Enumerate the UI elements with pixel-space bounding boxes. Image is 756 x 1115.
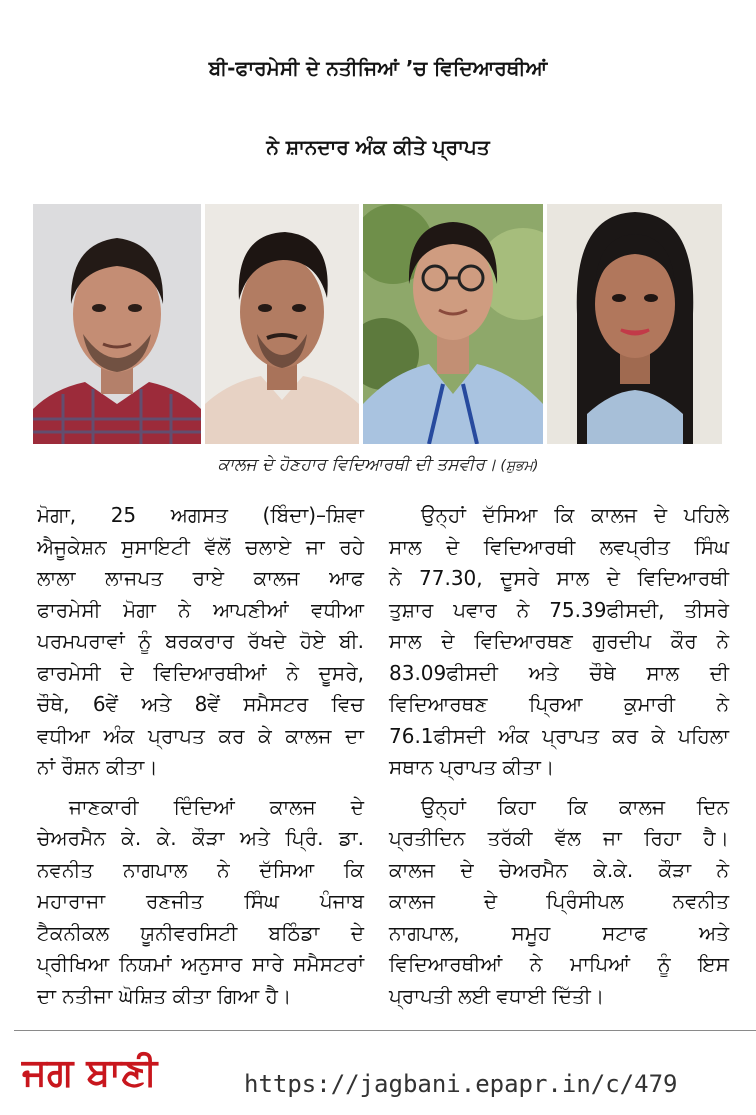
article-column-right	[389, 500, 729, 1012]
photo-credit: (ਸ਼ੁਭਮ)	[500, 458, 539, 474]
article-line: ਵਿਦਿਆਰਥਣ ਪ੍ਰਿਆ ਕੁਮਾਰੀ ਨੇ	[389, 692, 729, 716]
article-line: ਉਨ੍ਹਾਂ ਦੱਸਿਆ ਕਿ ਕਾਲਜ ਦੇ ਪਹਿਲੇ	[421, 503, 729, 527]
article-line: ਪ੍ਰਾਪਤੀ ਲਈ ਵਧਾਈ ਦਿੱਤੀ।	[389, 983, 605, 1008]
article-line: 76.1ਫੀਸਦੀ ਅੰਕ ਪ੍ਰਾਪਤ ਕਰ ਕੇ ਪਹਿਲਾ	[389, 723, 729, 748]
article-line: ਨੇ 77.30, ਦੂਸਰੇ ਸਾਲ ਦੇ ਵਿਦਿਆਰਥੀ	[389, 566, 729, 590]
article-line: ਉਨ੍ਹਾਂ ਕਿਹਾ ਕਿ ਕਾਲਜ ਦਿਨ	[421, 794, 729, 819]
article-line: ਨਵਨੀਤ ਨਾਗਪਾਲ ਨੇ ਦੱਸਿਆ ਕਿ	[37, 857, 364, 882]
article-line: ਟੈਕਨੀਕਲ ਯੂਨੀਵਰਸਿਟੀ ਬਠਿੰਡਾ ਦੇ	[37, 920, 364, 945]
article-line: ਕਾਲਜ ਦੇ ਚੇਅਰਮੈਨ ਕੇ.ਕੇ. ਕੌੜਾ ਨੇ	[389, 857, 729, 882]
article-line: ਫਾਰਮੇਸੀ ਦੇ ਵਿਦਿਆਰਥੀਆਂ ਨੇ ਦੂਸਰੇ,	[37, 660, 364, 685]
article-line: ਕਾਲਜ ਦੇ ਪ੍ਰਿੰਸੀਪਲ ਨਵਨੀਤ	[389, 889, 729, 913]
article-line: ਮੋਗਾ, 25 ਅਗਸਤ (ਬਿੰਦਾ)–ਸ਼ਿਵਾ	[37, 503, 364, 527]
article-line: ਨਾਗਪਾਲ, ਸਮੂਹ ਸਟਾਫ ਅਤੇ	[389, 920, 729, 945]
article-line: ਚੇਅਰਮੈਨ ਕੇ. ਕੇ. ਕੌੜਾ ਅਤੇ ਪ੍ਰਿੰ. ਡਾ.	[37, 826, 364, 850]
photo-caption-text: ਕਾਲਜ ਦੇ ਹੋਣਹਾਰ ਵਿਦਿਆਰਥੀ ਦੀ ਤਸਵੀਰ।	[217, 455, 497, 475]
article-line: ਜਾਣਕਾਰੀ ਦਿੰਦਿਆਂ ਕਾਲਜ ਦੇ	[69, 794, 364, 819]
article-line: ਸਾਲ ਦੇ ਵਿਦਿਆਰਥੀ ਲਵਪ੍ਰੀਤ ਸਿੰਘ	[389, 534, 729, 559]
article-line: ਦਾ ਨਤੀਜਾ ਘੋਸ਼ਿਤ ਕੀਤਾ ਗਿਆ ਹੈ।	[37, 983, 292, 1008]
article-line: ਮਹਾਰਾਜਾ ਰਣਜੀਤ ਸਿੰਘ ਪੰਜਾਬ	[37, 889, 364, 913]
footer-divider	[14, 1030, 756, 1031]
jagbani-logo: ਜਗ ਬਾਣੀ	[22, 1050, 158, 1094]
article-line: ਪਰਮਪਰਾਵਾਂ ਨੂੰ ਬਰਕਰਾਰ ਰੱਖਦੇ ਹੋਏ ਬੀ.	[37, 629, 364, 653]
article-line: ਪ੍ਰੀਖਿਆ ਨਿਯਮਾਂ ਅਨੁਸਾਰ ਸਾਰੇ ਸਮੈਸਟਰਾਂ	[37, 952, 364, 976]
article-line: ਐਜੂਕੇਸ਼ਨ ਸੁਸਾਇਟੀ ਵੱਲੋਂ ਚਲਾਏ ਜਾ ਰਹੇ	[37, 534, 364, 559]
article-line: ਸਥਾਨ ਪ੍ਰਾਪਤ ਕੀਤਾ।	[389, 755, 555, 779]
article-line: ਸਾਲ ਦੇ ਵਿਦਿਆਰਥਣ ਗੁਰਦੀਪ ਕੌਰ ਨੇ	[389, 629, 729, 653]
article-line: ਚੌਥੇ, 6ਵੇਂ ਅਤੇ 8ਵੇਂ ਸਮੈਸਟਰ ਵਿਚ	[37, 692, 364, 716]
student-photo-2	[205, 204, 359, 444]
photo-caption	[0, 455, 756, 475]
article-line: ਤੁਸ਼ਾਰ ਪਵਾਰ ਨੇ 75.39ਫੀਸਦੀ, ਤੀਸਰੇ	[389, 597, 729, 622]
article-line: ਪ੍ਰਤੀਦਿਨ ਤਰੱਕੀ ਵੱਲ ਜਾ ਰਿਹਾ ਹੈ।	[389, 826, 729, 850]
headline-line-1: ਬੀ-ਫਾਰਮੇਸੀ ਦੇ ਨਤੀਜਿਆਂ ’ਚ ਵਿਦਿਆਰਥੀਆਂ	[208, 56, 548, 80]
article-line: ਫਾਰਮੇਸੀ ਮੋਗਾ ਨੇ ਆਪਣੀਆਂ ਵਧੀਆ	[37, 597, 364, 622]
article-line: 83.09ਫੀਸਦੀ ਅਤੇ ਚੌਥੇ ਸਾਲ ਦੀ	[389, 660, 729, 685]
article-line: ਵਿਦਿਆਰਥੀਆਂ ਨੇ ਮਾਪਿਆਂ ਨੂੰ ਇਸ	[389, 952, 729, 976]
headline-line-2: ਨੇ ਸ਼ਾਨਦਾਰ ਅੰਕ ਕੀਤੇ ਪ੍ਰਾਪਤ	[266, 135, 490, 159]
student-photo-3	[363, 204, 543, 444]
article-line: ਵਧੀਆ ਅੰਕ ਪ੍ਰਾਪਤ ਕਰ ਕੇ ਕਾਲਜ ਦਾ	[37, 723, 364, 748]
student-photo-1	[33, 204, 201, 444]
source-url[interactable]: https://jagbani.epapr.in/c/479	[244, 1070, 678, 1098]
article-line: ਨਾਂ ਰੌਸ਼ਨ ਕੀਤਾ।	[37, 755, 158, 779]
student-photo-4	[547, 204, 722, 444]
photo-strip	[33, 204, 722, 444]
article-column-left	[37, 500, 364, 1012]
article-line: ਲਾਲਾ ਲਾਜਪਤ ਰਾਏ ਕਾਲਜ ਆਫ	[37, 566, 364, 590]
